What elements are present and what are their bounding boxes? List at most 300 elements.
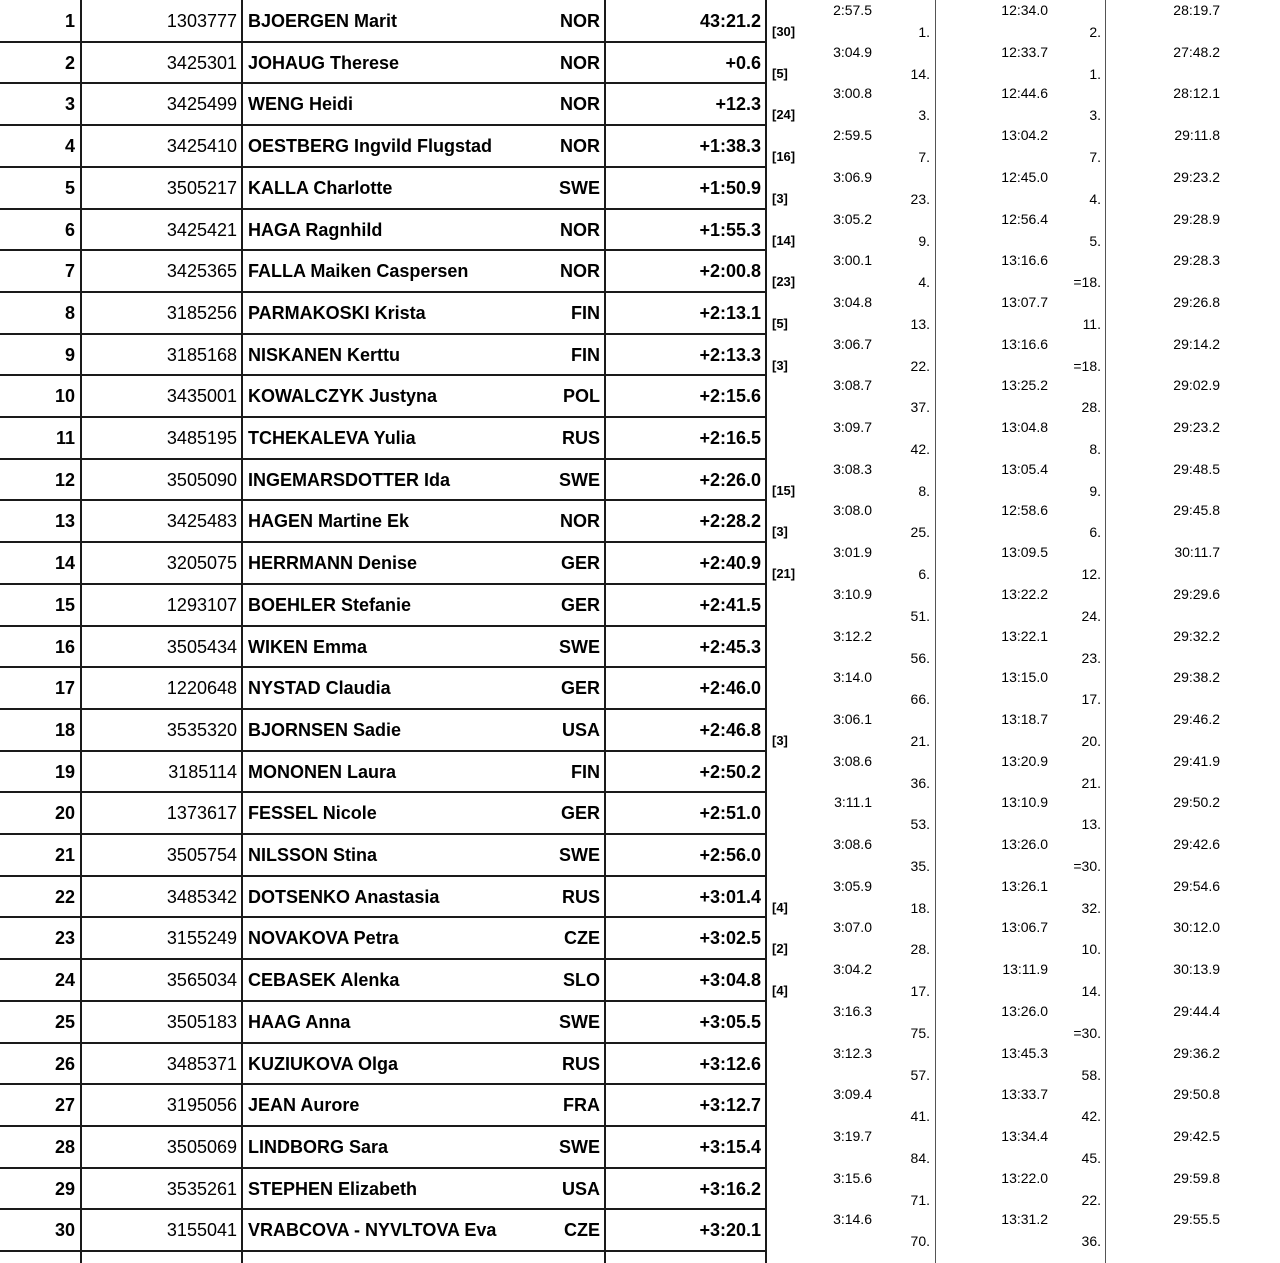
result-split3-time: 29:44.4 (1173, 1002, 1220, 1019)
result-split2-time: 13:09.5 (1001, 544, 1048, 561)
result-fis-code: 3485195 (166, 428, 237, 448)
result-split1-rank: 57. (910, 1066, 930, 1083)
result-split1-time: 3:14.0 (833, 669, 872, 686)
result-split2-time: 13:22.2 (1001, 585, 1048, 602)
result-bonus-seconds: [3] (772, 732, 788, 748)
result-rank: 3 (64, 94, 75, 115)
result-split2-time: 12:45.0 (1001, 168, 1048, 185)
table-row (0, 751, 1280, 793)
result-nation: SWE (558, 177, 600, 198)
result-split2-rank: 45. (1081, 1149, 1101, 1166)
result-nation: RUS (561, 428, 600, 448)
result-fis-code: 3505090 (166, 469, 237, 490)
result-split2-time: 13:10.9 (1001, 794, 1048, 811)
result-time-behind: +2:45.3 (699, 636, 761, 657)
result-split2-time: 13:18.7 (1001, 710, 1048, 727)
result-split2-time: 13:45.3 (1001, 1044, 1048, 1061)
result-nation: RUS (561, 886, 600, 907)
table-row (0, 500, 1280, 542)
result-split1-time: 3:00.1 (833, 252, 872, 269)
result-fis-code: 3425365 (166, 261, 237, 282)
result-nation: SWE (558, 636, 600, 657)
result-split2-rank: 12. (1081, 566, 1101, 583)
result-rank: 24 (54, 970, 75, 991)
table-row (0, 1209, 1280, 1251)
result-nation: SLO (562, 970, 600, 991)
result-athlete-name: STEPHEN Elizabeth (248, 1178, 418, 1199)
result-time-behind: +3:20.1 (699, 1220, 761, 1241)
result-split1-time: 3:01.9 (833, 544, 872, 561)
result-nation: GER (560, 803, 600, 824)
result-split1-rank: 22. (910, 357, 930, 374)
result-split3-time: 29:41.9 (1173, 752, 1220, 769)
result-split2-time: 13:04.8 (1001, 419, 1048, 435)
result-split2-rank: 4. (1089, 190, 1101, 207)
result-fis-code: 3425410 (166, 136, 237, 157)
result-split1-rank: 25. (910, 524, 930, 541)
table-row (0, 1084, 1280, 1126)
result-nation: FRA (563, 1095, 600, 1116)
result-bonus-seconds: [3] (772, 190, 788, 206)
result-time-behind: +3:01.4 (699, 886, 761, 907)
result-time-behind: +2:28.2 (699, 511, 761, 532)
result-split1-rank: 37. (910, 399, 930, 416)
result-split1-rank: 23. (910, 190, 930, 207)
result-athlete-name: KOWALCZYK Justyna (248, 386, 438, 407)
result-split2-time: 12:34.0 (1001, 2, 1048, 18)
result-bonus-seconds: [3] (772, 524, 788, 540)
result-split3-time: 29:02.9 (1173, 377, 1220, 394)
result-athlete-name: KALLA Charlotte (248, 177, 393, 198)
result-rank: 5 (64, 177, 75, 198)
table-row (0, 542, 1280, 584)
result-nation: SWE (558, 1136, 600, 1157)
result-split3-time: 29:32.2 (1173, 627, 1220, 644)
result-bonus-seconds: [4] (772, 899, 788, 915)
result-rank: 26 (54, 1053, 75, 1074)
result-athlete-name: WENG Heidi (248, 94, 354, 115)
result-rank: 6 (64, 219, 75, 240)
result-rank: 18 (54, 719, 75, 740)
result-fis-code: 1293107 (166, 594, 237, 615)
result-split1-rank: 56. (910, 649, 930, 666)
result-split2-time: 13:11.9 (1002, 961, 1048, 978)
result-split2-rank: 2. (1089, 24, 1101, 40)
result-split2-time: 12:33.7 (1001, 43, 1048, 60)
result-bonus-seconds: [23] (772, 274, 796, 290)
result-split1-rank: 36. (910, 774, 930, 791)
result-athlete-name: CEBASEK Alenka (248, 970, 400, 991)
result-athlete-name: BOEHLER Stefanie (248, 594, 412, 615)
result-split1-rank: 71. (910, 1191, 930, 1208)
result-split1-time: 3:12.2 (833, 627, 872, 644)
result-split1-time: 3:12.3 (833, 1044, 872, 1061)
result-split2-time: 12:44.6 (1001, 85, 1048, 102)
result-athlete-name: LINDBORG Sara (248, 1136, 389, 1157)
result-split1-rank: 4. (918, 274, 930, 291)
result-athlete-name: HAGA Ragnhild (248, 219, 383, 240)
result-split1-time: 3:06.7 (833, 335, 872, 352)
result-time-behind: +2:26.0 (699, 469, 761, 490)
result-split2-rank: 14. (1081, 983, 1101, 1000)
result-split2-rank: 11. (1082, 315, 1101, 332)
result-split2-time: 13:22.1 (1001, 627, 1048, 644)
table-row (0, 125, 1280, 167)
result-split2-time: 13:26.0 (1001, 1002, 1048, 1019)
result-split1-rank: 51. (910, 607, 930, 624)
result-rank: 21 (54, 845, 75, 865)
result-split3-time: 29:26.8 (1173, 293, 1220, 310)
result-rank: 29 (54, 1178, 75, 1199)
column-divider (80, 0, 82, 1263)
result-rank: 28 (54, 1136, 75, 1157)
result-split1-rank: 17. (910, 983, 930, 1000)
result-fis-code: 3535320 (166, 719, 237, 740)
table-row (0, 459, 1280, 501)
result-athlete-name: DOTSENKO Anastasia (248, 886, 440, 907)
result-fis-code: 1220648 (166, 678, 237, 699)
result-split2-rank: 20. (1081, 732, 1101, 749)
result-split1-time: 3:05.2 (833, 210, 872, 227)
result-fis-code: 3505183 (166, 1011, 237, 1032)
result-nation: USA (561, 719, 600, 740)
result-nation: USA (561, 1178, 600, 1199)
result-split2-rank: 22. (1081, 1191, 1101, 1208)
result-athlete-name: FALLA Maiken Caspersen (248, 261, 469, 282)
result-time-behind: +2:51.0 (699, 803, 761, 824)
result-split1-time: 3:09.4 (833, 1086, 872, 1103)
table-row (0, 667, 1280, 709)
result-fis-code: 3435001 (166, 386, 237, 407)
result-split1-time: 3:10.9 (833, 585, 872, 602)
table-row (0, 584, 1280, 626)
result-athlete-name: WIKEN Emma (248, 636, 368, 657)
result-split3-time: 30:13.9 (1173, 961, 1220, 978)
split-column-divider (1105, 0, 1106, 1263)
result-fis-code: 3425421 (166, 219, 237, 240)
result-nation: NOR (560, 136, 600, 157)
result-split1-rank: 75. (910, 1024, 930, 1041)
result-split3-time: 28:12.1 (1173, 85, 1220, 102)
result-bonus-seconds: [30] (772, 24, 796, 39)
result-time-behind: +2:46.0 (699, 678, 761, 699)
result-split3-time: 29:59.8 (1173, 1169, 1220, 1186)
result-nation: CZE (564, 928, 600, 949)
result-split3-time: 29:38.2 (1173, 669, 1220, 686)
result-split1-rank: 35. (910, 858, 930, 874)
result-time-behind: +2:13.3 (699, 344, 761, 365)
result-fis-code: 3565034 (166, 970, 237, 991)
result-fis-code: 3155249 (166, 928, 237, 949)
result-athlete-name: FESSEL Nicole (248, 803, 377, 824)
result-fis-code: 3185256 (166, 302, 237, 323)
result-athlete-name: OESTBERG Ingvild Flugstad (248, 136, 493, 157)
result-split1-rank: 8. (918, 482, 930, 499)
result-time-behind: +3:04.8 (699, 970, 761, 991)
column-divider (765, 0, 767, 1263)
result-split1-rank: 13. (910, 315, 930, 332)
result-split1-rank: 42. (910, 441, 930, 457)
result-split2-time: 13:04.2 (1001, 127, 1048, 144)
result-athlete-name: TCHEKALEVA Yulia (248, 428, 416, 448)
result-split2-rank: 13. (1081, 816, 1101, 833)
result-rank: 30 (54, 1220, 75, 1241)
result-athlete-name: NOVAKOVA Petra (248, 928, 399, 949)
result-split2-rank: 7. (1089, 149, 1101, 166)
result-athlete-name: NILSSON Stina (248, 845, 378, 865)
result-time-behind: +2:40.9 (699, 553, 761, 574)
result-split1-time: 3:08.0 (833, 502, 872, 519)
result-split2-rank: 24. (1081, 607, 1101, 624)
result-split1-time: 3:05.9 (833, 877, 872, 894)
table-row (0, 626, 1280, 668)
result-rank: 25 (54, 1011, 75, 1032)
result-split1-time: 3:04.8 (833, 293, 872, 310)
result-split1-time: 3:06.1 (833, 710, 872, 727)
result-rank: 2 (64, 52, 75, 73)
result-split2-time: 13:16.6 (1001, 335, 1048, 352)
result-bonus-seconds: [14] (772, 232, 796, 248)
result-fis-code: 3185114 (168, 761, 237, 782)
result-athlete-name: BJORNSEN Sadie (248, 719, 402, 740)
result-split1-rank: 1. (918, 24, 930, 40)
result-fis-code: 3205075 (166, 553, 237, 574)
result-split1-time: 3:08.6 (833, 752, 872, 769)
result-split1-time: 2:57.5 (833, 2, 872, 18)
result-split2-time: 13:26.1 (1001, 877, 1048, 894)
result-bonus-seconds: [5] (772, 315, 788, 331)
result-athlete-name: INGEMARSDOTTER Ida (248, 469, 451, 490)
result-split3-time: 29:48.5 (1173, 460, 1220, 477)
table-row (0, 1126, 1280, 1168)
result-athlete-name: HAGEN Martine Ek (248, 511, 410, 532)
result-time-behind: +1:38.3 (699, 136, 761, 157)
column-divider (241, 0, 243, 1263)
result-split2-rank: 32. (1081, 899, 1101, 916)
result-split2-time: 13:25.2 (1001, 377, 1048, 394)
result-rank: 27 (54, 1095, 75, 1116)
result-fis-code: 3185168 (166, 344, 237, 365)
result-split2-rank: 1. (1089, 65, 1101, 82)
result-athlete-name: HAAG Anna (248, 1011, 351, 1032)
result-split1-rank: 53. (910, 816, 930, 833)
result-fis-code: 1303777 (166, 11, 237, 31)
result-rank: 8 (64, 302, 75, 323)
result-split2-rank: 28. (1081, 399, 1101, 416)
result-time-behind: +3:05.5 (699, 1011, 761, 1032)
result-nation: FIN (571, 761, 600, 782)
result-split3-time: 29:42.6 (1173, 836, 1220, 852)
table-row (0, 876, 1280, 918)
result-fis-code: 3485371 (166, 1053, 237, 1074)
result-nation: NOR (560, 219, 600, 240)
result-rank: 4 (64, 136, 75, 157)
result-split2-rank: 58. (1081, 1066, 1101, 1083)
result-athlete-name: JEAN Aurore (248, 1095, 360, 1116)
result-split3-time: 29:28.3 (1173, 252, 1220, 269)
result-nation: NOR (560, 261, 600, 282)
result-split1-time: 3:00.8 (833, 85, 872, 102)
result-time-behind: +2:50.2 (699, 761, 761, 782)
result-nation: GER (560, 678, 600, 699)
result-rank: 16 (54, 636, 75, 657)
result-time-behind: +3:12.7 (699, 1095, 761, 1116)
result-split2-time: 13:20.9 (1001, 752, 1048, 769)
result-athlete-name: HERRMANN Denise (248, 553, 418, 574)
result-fis-code: 3155041 (166, 1220, 237, 1241)
result-split2-time: 13:15.0 (1001, 669, 1048, 686)
result-split1-time: 3:16.3 (833, 1002, 872, 1019)
result-rank: 11 (55, 428, 75, 448)
result-fis-code: 3505069 (166, 1136, 237, 1157)
result-time-behind: +2:13.1 (699, 302, 761, 323)
result-split3-time: 29:14.2 (1173, 335, 1220, 352)
result-split2-rank: 9. (1089, 482, 1101, 499)
result-time-behind: +1:50.9 (699, 177, 761, 198)
result-athlete-name: BJOERGEN Marit (248, 11, 398, 31)
result-bonus-seconds: [16] (772, 149, 796, 165)
result-split3-time: 29:29.6 (1173, 585, 1220, 602)
result-split3-time: 29:36.2 (1173, 1044, 1220, 1061)
table-row (0, 209, 1280, 251)
table-row (0, 292, 1280, 334)
result-fis-code: 3485342 (166, 886, 237, 907)
result-athlete-name: NISKANEN Kerttu (248, 344, 401, 365)
result-split3-time: 28:19.7 (1173, 2, 1220, 18)
result-split3-time: 29:50.8 (1173, 1086, 1220, 1103)
result-bonus-seconds: [24] (772, 107, 796, 123)
result-split1-rank: 14. (910, 65, 930, 82)
result-nation: FIN (571, 344, 600, 365)
result-split1-rank: 3. (918, 107, 930, 124)
result-nation: CZE (564, 1220, 600, 1241)
result-split1-rank: 9. (918, 232, 930, 249)
table-row (0, 959, 1280, 1001)
result-time-behind: +12.3 (715, 94, 761, 115)
result-rank: 19 (54, 761, 75, 782)
table-row (0, 334, 1280, 376)
result-time-behind: +0.6 (725, 52, 761, 73)
result-time-behind: +3:15.4 (699, 1136, 761, 1157)
result-split1-time: 3:04.2 (833, 961, 872, 978)
result-nation: NOR (560, 511, 600, 532)
result-split3-time: 29:45.8 (1173, 502, 1220, 519)
result-time-behind: +2:56.0 (699, 845, 761, 865)
table-row (0, 1043, 1280, 1085)
result-time-behind: +2:15.6 (699, 386, 761, 407)
result-split2-rank: 23. (1081, 649, 1101, 666)
result-split2-time: 13:05.4 (1001, 460, 1048, 477)
table-row (0, 709, 1280, 751)
result-time-behind: +1:55.3 (699, 219, 761, 240)
result-split2-rank: =30. (1073, 1024, 1101, 1041)
result-split1-rank: 28. (910, 941, 930, 958)
result-split2-rank: 10. (1081, 941, 1101, 958)
result-split1-time: 2:59.5 (833, 127, 872, 144)
result-nation: FIN (571, 302, 600, 323)
result-rank: 15 (54, 594, 75, 615)
result-fis-code: 3505434 (166, 636, 237, 657)
result-split1-time: 3:06.9 (833, 168, 872, 185)
result-rank: 20 (54, 803, 75, 824)
result-split1-rank: 18. (910, 899, 930, 916)
result-fis-code: 3535261 (166, 1178, 237, 1199)
result-split1-time: 3:09.7 (833, 419, 872, 435)
result-split2-rank: 42. (1081, 1108, 1101, 1125)
result-split3-time: 29:28.9 (1173, 210, 1220, 227)
result-split2-time: 13:33.7 (1001, 1086, 1048, 1103)
column-divider (604, 0, 606, 1263)
result-bonus-seconds: [2] (772, 941, 788, 957)
result-athlete-name: PARMAKOSKI Krista (248, 302, 426, 323)
result-fis-code: 3425499 (166, 94, 237, 115)
result-split1-time: 3:08.3 (833, 460, 872, 477)
result-rank: 7 (64, 261, 75, 282)
result-split2-rank: =18. (1073, 274, 1101, 291)
result-split2-rank: 6. (1089, 524, 1101, 541)
result-athlete-name: VRABCOVA - NYVLTOVA Eva (248, 1220, 497, 1241)
result-split1-time: 3:04.9 (833, 43, 872, 60)
result-split2-rank: 8. (1089, 441, 1101, 457)
result-nation: GER (560, 553, 600, 574)
result-time-behind: +2:46.8 (699, 719, 761, 740)
result-split3-time: 29:46.2 (1173, 710, 1220, 727)
split-column-divider (935, 0, 936, 1263)
result-split3-time: 29:42.5 (1173, 1127, 1220, 1144)
result-nation: SWE (558, 469, 600, 490)
table-row (0, 417, 1280, 459)
result-split3-time: 29:23.2 (1173, 168, 1220, 185)
result-split1-rank: 21. (910, 732, 930, 749)
table-row (0, 1001, 1280, 1043)
result-fis-code: 1373617 (166, 803, 237, 824)
result-bonus-seconds: [4] (772, 983, 788, 999)
result-split1-rank: 70. (910, 1233, 930, 1250)
result-split3-time: 29:11.8 (1174, 127, 1220, 144)
result-nation: SWE (558, 845, 600, 865)
result-fis-code: 3425483 (166, 511, 237, 532)
result-nation: NOR (560, 11, 600, 31)
result-split3-time: 29:55.5 (1173, 1211, 1220, 1228)
result-fis-code: 3505217 (166, 177, 237, 198)
result-split1-rank: 84. (910, 1149, 930, 1166)
table-row (0, 917, 1280, 959)
result-split3-time: 29:23.2 (1173, 419, 1220, 435)
table-row (0, 83, 1280, 125)
result-nation: NOR (560, 52, 600, 73)
result-nation: RUS (561, 1053, 600, 1074)
result-split2-rank: 17. (1081, 691, 1101, 708)
result-fis-code: 3195056 (166, 1095, 237, 1116)
table-row (0, 1168, 1280, 1210)
result-athlete-name: JOHAUG Therese (248, 52, 400, 73)
table-row (0, 834, 1280, 876)
result-split2-rank: 5. (1089, 232, 1101, 249)
result-split1-time: 3:11.1 (834, 794, 872, 811)
result-split2-time: 13:34.4 (1001, 1127, 1048, 1144)
result-athlete-name: KUZIUKOVA Olga (248, 1053, 399, 1074)
result-split3-time: 27:48.2 (1173, 43, 1220, 60)
result-split2-time: 13:22.0 (1001, 1169, 1048, 1186)
result-split3-time: 30:12.0 (1173, 919, 1220, 936)
result-fis-code: 3505754 (166, 845, 237, 865)
result-split2-time: 12:56.4 (1001, 210, 1048, 227)
result-split2-rank: =30. (1073, 858, 1101, 874)
table-row (0, 375, 1280, 417)
result-rank: 22 (54, 886, 75, 907)
result-athlete-name: NYSTAD Claudia (248, 678, 391, 699)
result-split2-time: 13:07.7 (1001, 293, 1048, 310)
